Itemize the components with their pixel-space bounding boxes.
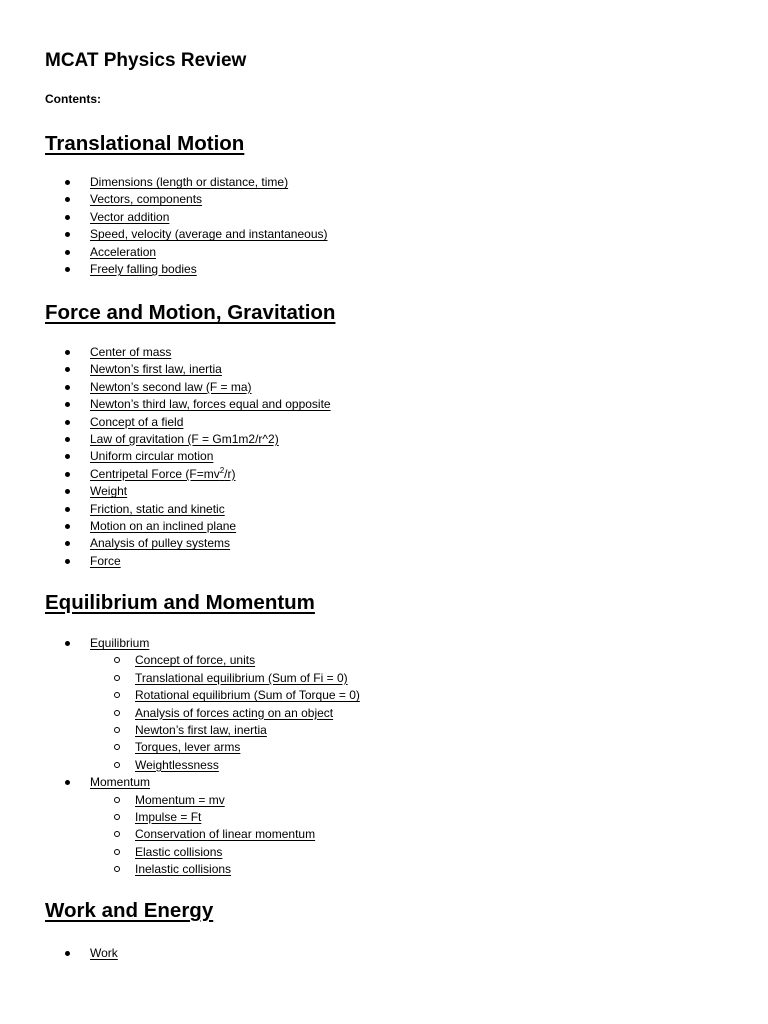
bullet-icon: [65, 641, 70, 646]
sub-list-item: [45, 705, 745, 722]
list-item: [45, 209, 745, 226]
list-item-row: [45, 774, 745, 791]
toc-list: [45, 174, 745, 278]
circle-bullet-icon: [114, 866, 120, 872]
toc-link[interactable]: Work: [90, 946, 118, 960]
sub-list-item: [45, 722, 745, 739]
section-heading: Equilibrium and Momentum: [45, 591, 315, 614]
link-text: Centripetal Force (F=mv: [90, 466, 220, 481]
list-item: [45, 396, 745, 413]
bullet-icon: [65, 472, 70, 477]
toc-list: [45, 945, 745, 962]
list-item: [45, 414, 745, 431]
bullet-icon: [65, 951, 70, 956]
toc-link[interactable]: Dimensions (length or distance, time): [90, 175, 289, 189]
circle-bullet-icon: [114, 675, 120, 681]
toc-link[interactable]: Rotational equilibrium (Sum of Torque = 0): [135, 688, 360, 703]
list-item: [45, 261, 745, 278]
superscript: 2: [219, 465, 225, 475]
toc-link[interactable]: Uniform circular motion: [90, 449, 214, 464]
toc-link[interactable]: Elastic collisions: [135, 844, 223, 859]
sub-list-item: [45, 670, 745, 687]
toc-link[interactable]: Weight: [90, 484, 128, 499]
sub-list-item: [45, 809, 745, 826]
section-work-and-energy: [45, 898, 745, 962]
sub-list-item: [45, 739, 745, 756]
circle-bullet-icon: [114, 814, 120, 820]
bullet-icon: [65, 385, 70, 390]
sub-list-item: [45, 792, 745, 809]
list-item: [45, 226, 745, 243]
bullet-icon: [65, 180, 70, 185]
toc-link[interactable]: Freely falling bodies: [90, 261, 197, 276]
document-title: MCAT Physics Review: [45, 50, 247, 71]
bullet-icon: [65, 267, 70, 272]
bullet-icon: [65, 489, 70, 494]
list-item: [45, 535, 745, 552]
section-heading: Work and Energy: [45, 899, 214, 922]
list-item: [45, 431, 745, 448]
toc-link[interactable]: Weightlessness: [135, 757, 219, 772]
bullet-icon: [65, 420, 70, 425]
toc-link[interactable]: Translational equilibrium (Sum of Fi = 0): [135, 670, 348, 685]
toc-link[interactable]: Speed, velocity (average and instantaneous): [90, 227, 328, 242]
toc-link[interactable]: Torques, lever arms: [135, 740, 241, 755]
circle-bullet-icon: [114, 849, 120, 855]
toc-list: [45, 635, 745, 878]
bullet-icon: [65, 437, 70, 442]
list-item: [45, 379, 745, 396]
toc-link[interactable]: Analysis of forces acting on an object: [135, 705, 334, 720]
list-item: [45, 635, 745, 774]
circle-bullet-icon: [114, 710, 120, 716]
section-heading: Force and Motion, Gravitation: [45, 301, 336, 324]
list-item: [45, 174, 745, 191]
toc-link[interactable]: Analysis of pulley systems: [90, 536, 231, 551]
toc-link[interactable]: Inelastic collisions: [135, 862, 232, 877]
list-item: [45, 344, 745, 361]
bullet-icon: [65, 541, 70, 546]
circle-bullet-icon: [114, 831, 120, 837]
toc-link[interactable]: Force: [90, 553, 121, 568]
toc-link[interactable]: Center of mass: [90, 345, 172, 359]
list-item: [45, 244, 745, 261]
toc-link[interactable]: Newton’s first law, inertia: [90, 362, 222, 377]
toc-link[interactable]: Newton’s third law, forces equal and opposite: [90, 397, 331, 412]
list-item-row: [45, 635, 745, 652]
sub-list-item: [45, 844, 745, 861]
bullet-icon: [65, 454, 70, 459]
toc-link[interactable]: Motion on an inclined plane: [90, 518, 237, 533]
circle-bullet-icon: [114, 744, 120, 750]
bullet-icon: [65, 250, 70, 255]
list-item: [45, 466, 745, 483]
toc-link[interactable]: Concept of force, units: [135, 653, 256, 668]
toc-link[interactable]: Equilibrium: [90, 636, 150, 650]
sub-list: [90, 792, 745, 879]
list-item: [45, 191, 745, 208]
section-heading: Translational Motion: [45, 132, 245, 155]
bullet-icon: [65, 402, 70, 407]
sub-list-item: [45, 861, 745, 878]
list-item: [45, 483, 745, 500]
toc-link[interactable]: Concept of a field: [90, 414, 184, 429]
section-force-and-motion: [45, 300, 745, 570]
bullet-icon: [65, 507, 70, 512]
list-item: [45, 518, 745, 535]
bullet-icon: [65, 215, 70, 220]
toc-link[interactable]: Newton’s second law (F = ma): [90, 379, 252, 394]
list-item: [45, 501, 745, 518]
section-equilibrium-and-momentum: [45, 590, 745, 878]
sub-list-item: [45, 687, 745, 704]
toc-link[interactable]: Momentum = mv: [135, 792, 225, 807]
list-item: [45, 553, 745, 570]
bullet-icon: [65, 232, 70, 237]
sub-list-item: [45, 826, 745, 843]
bullet-icon: [65, 367, 70, 372]
toc-link[interactable]: Acceleration: [90, 244, 157, 259]
toc-list: [45, 344, 745, 570]
toc-link[interactable]: Vector addition: [90, 209, 170, 224]
toc-link[interactable]: Conservation of linear momentum: [135, 827, 316, 842]
sub-list: [90, 652, 745, 774]
contents-label: Contents:: [45, 92, 101, 106]
bullet-icon: [65, 524, 70, 529]
list-item: [45, 448, 745, 465]
list-item: [45, 361, 745, 378]
circle-bullet-icon: [114, 657, 120, 663]
bullet-icon: [65, 350, 70, 355]
toc-link[interactable]: Newton’s first law, inertia: [135, 722, 267, 737]
section-translational-motion: [45, 131, 745, 278]
bullet-icon: [65, 197, 70, 202]
circle-bullet-icon: [114, 692, 120, 698]
toc-link[interactable]: [90, 467, 235, 481]
link-text: /r): [224, 466, 236, 481]
circle-bullet-icon: [114, 727, 120, 733]
sub-list-item: [45, 652, 745, 669]
toc-link[interactable]: Law of gravitation (F = Gm1m2/r^2): [90, 431, 279, 446]
bullet-icon: [65, 780, 70, 785]
bullet-icon: [65, 559, 70, 564]
toc-link[interactable]: Impulse = Ft: [135, 809, 202, 824]
list-item: [45, 774, 745, 878]
toc-link[interactable]: Vectors, components: [90, 192, 203, 207]
sub-list-item: [45, 757, 745, 774]
circle-bullet-icon: [114, 797, 120, 803]
toc-link[interactable]: Friction, static and kinetic: [90, 501, 225, 516]
toc-link[interactable]: Momentum: [90, 775, 151, 790]
circle-bullet-icon: [114, 762, 120, 768]
list-item: [45, 945, 745, 962]
